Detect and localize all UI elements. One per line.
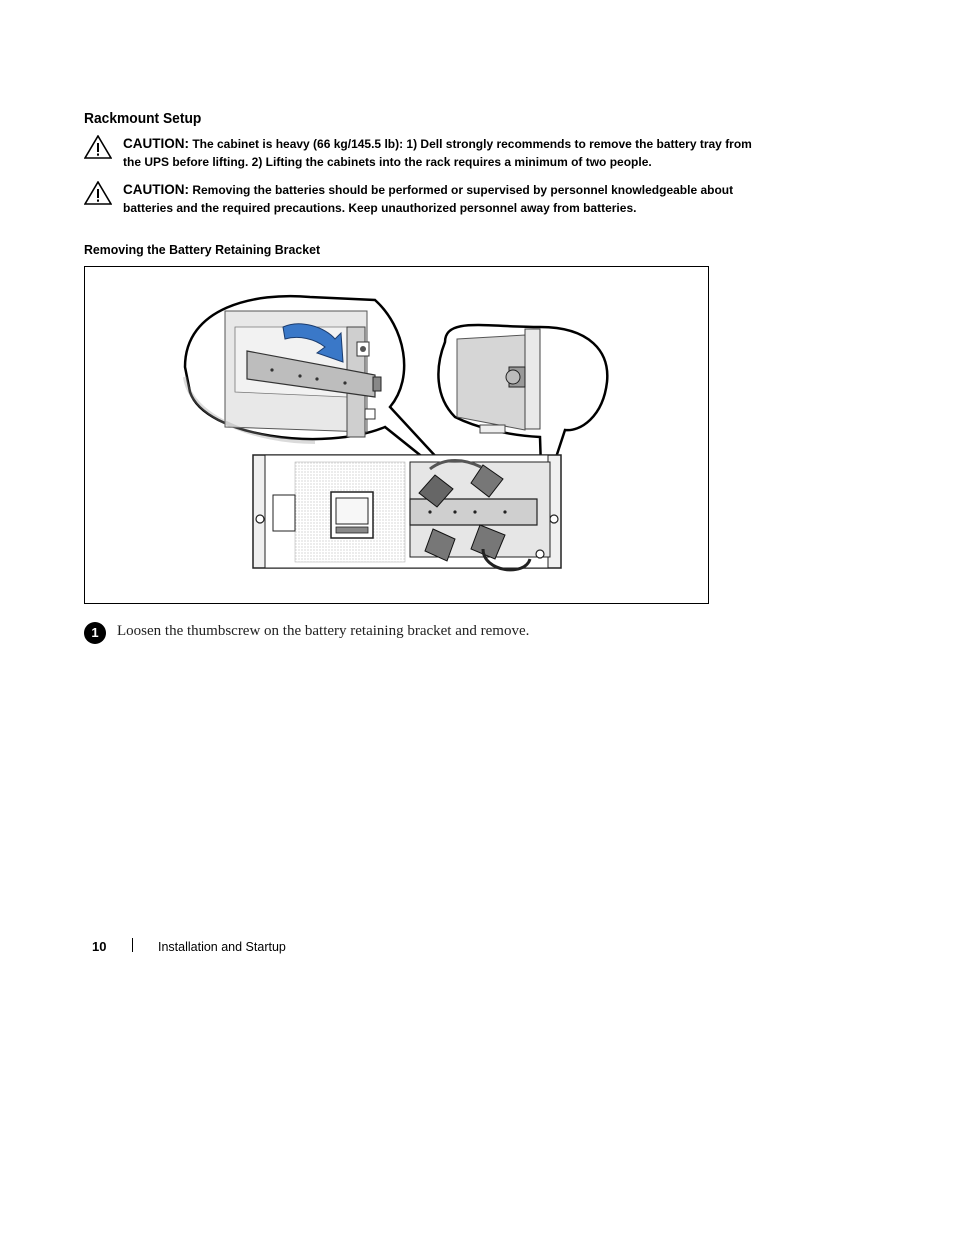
caution-block-1 bbox=[84, 135, 764, 175]
caution-text-2 bbox=[123, 181, 763, 217]
step-text: Loosen the thumbscrew on the battery retaining bracket and remove. bbox=[117, 623, 530, 639]
warning-triangle-icon bbox=[84, 135, 112, 159]
caution-text-1 bbox=[123, 135, 763, 171]
caution-label: CAUTION: bbox=[123, 182, 189, 197]
ups-unit bbox=[253, 455, 561, 570]
warning-triangle-icon bbox=[84, 181, 112, 205]
figure-heading: Removing the Battery Retaining Bracket bbox=[84, 242, 321, 257]
caution-label: CAUTION: bbox=[123, 136, 189, 151]
figure-frame bbox=[84, 266, 709, 604]
step-1 bbox=[84, 622, 784, 646]
page-number: 10 bbox=[92, 939, 107, 954]
section-title: Rackmount Setup bbox=[84, 110, 202, 127]
caution-block-2 bbox=[84, 181, 764, 221]
caution-body: Removing the batteries should be performed or supervised by personnel knowledgeable about batteries and the required precautions. Keep unauthorized personnel away from batteries. bbox=[123, 183, 734, 215]
footer-chapter-title: Installation and Startup bbox=[158, 940, 286, 954]
footer-divider bbox=[132, 938, 133, 952]
step-number-badge: 1 bbox=[84, 622, 106, 644]
caution-body: The cabinet is heavy (66 kg/145.5 lb): 1) Dell strongly recommends to remove the battery tray from the UPS before lifting. 2) Lifting the cabinets into the rack requires a minimum of two people. bbox=[123, 137, 752, 169]
battery-bracket-illustration bbox=[85, 267, 708, 603]
